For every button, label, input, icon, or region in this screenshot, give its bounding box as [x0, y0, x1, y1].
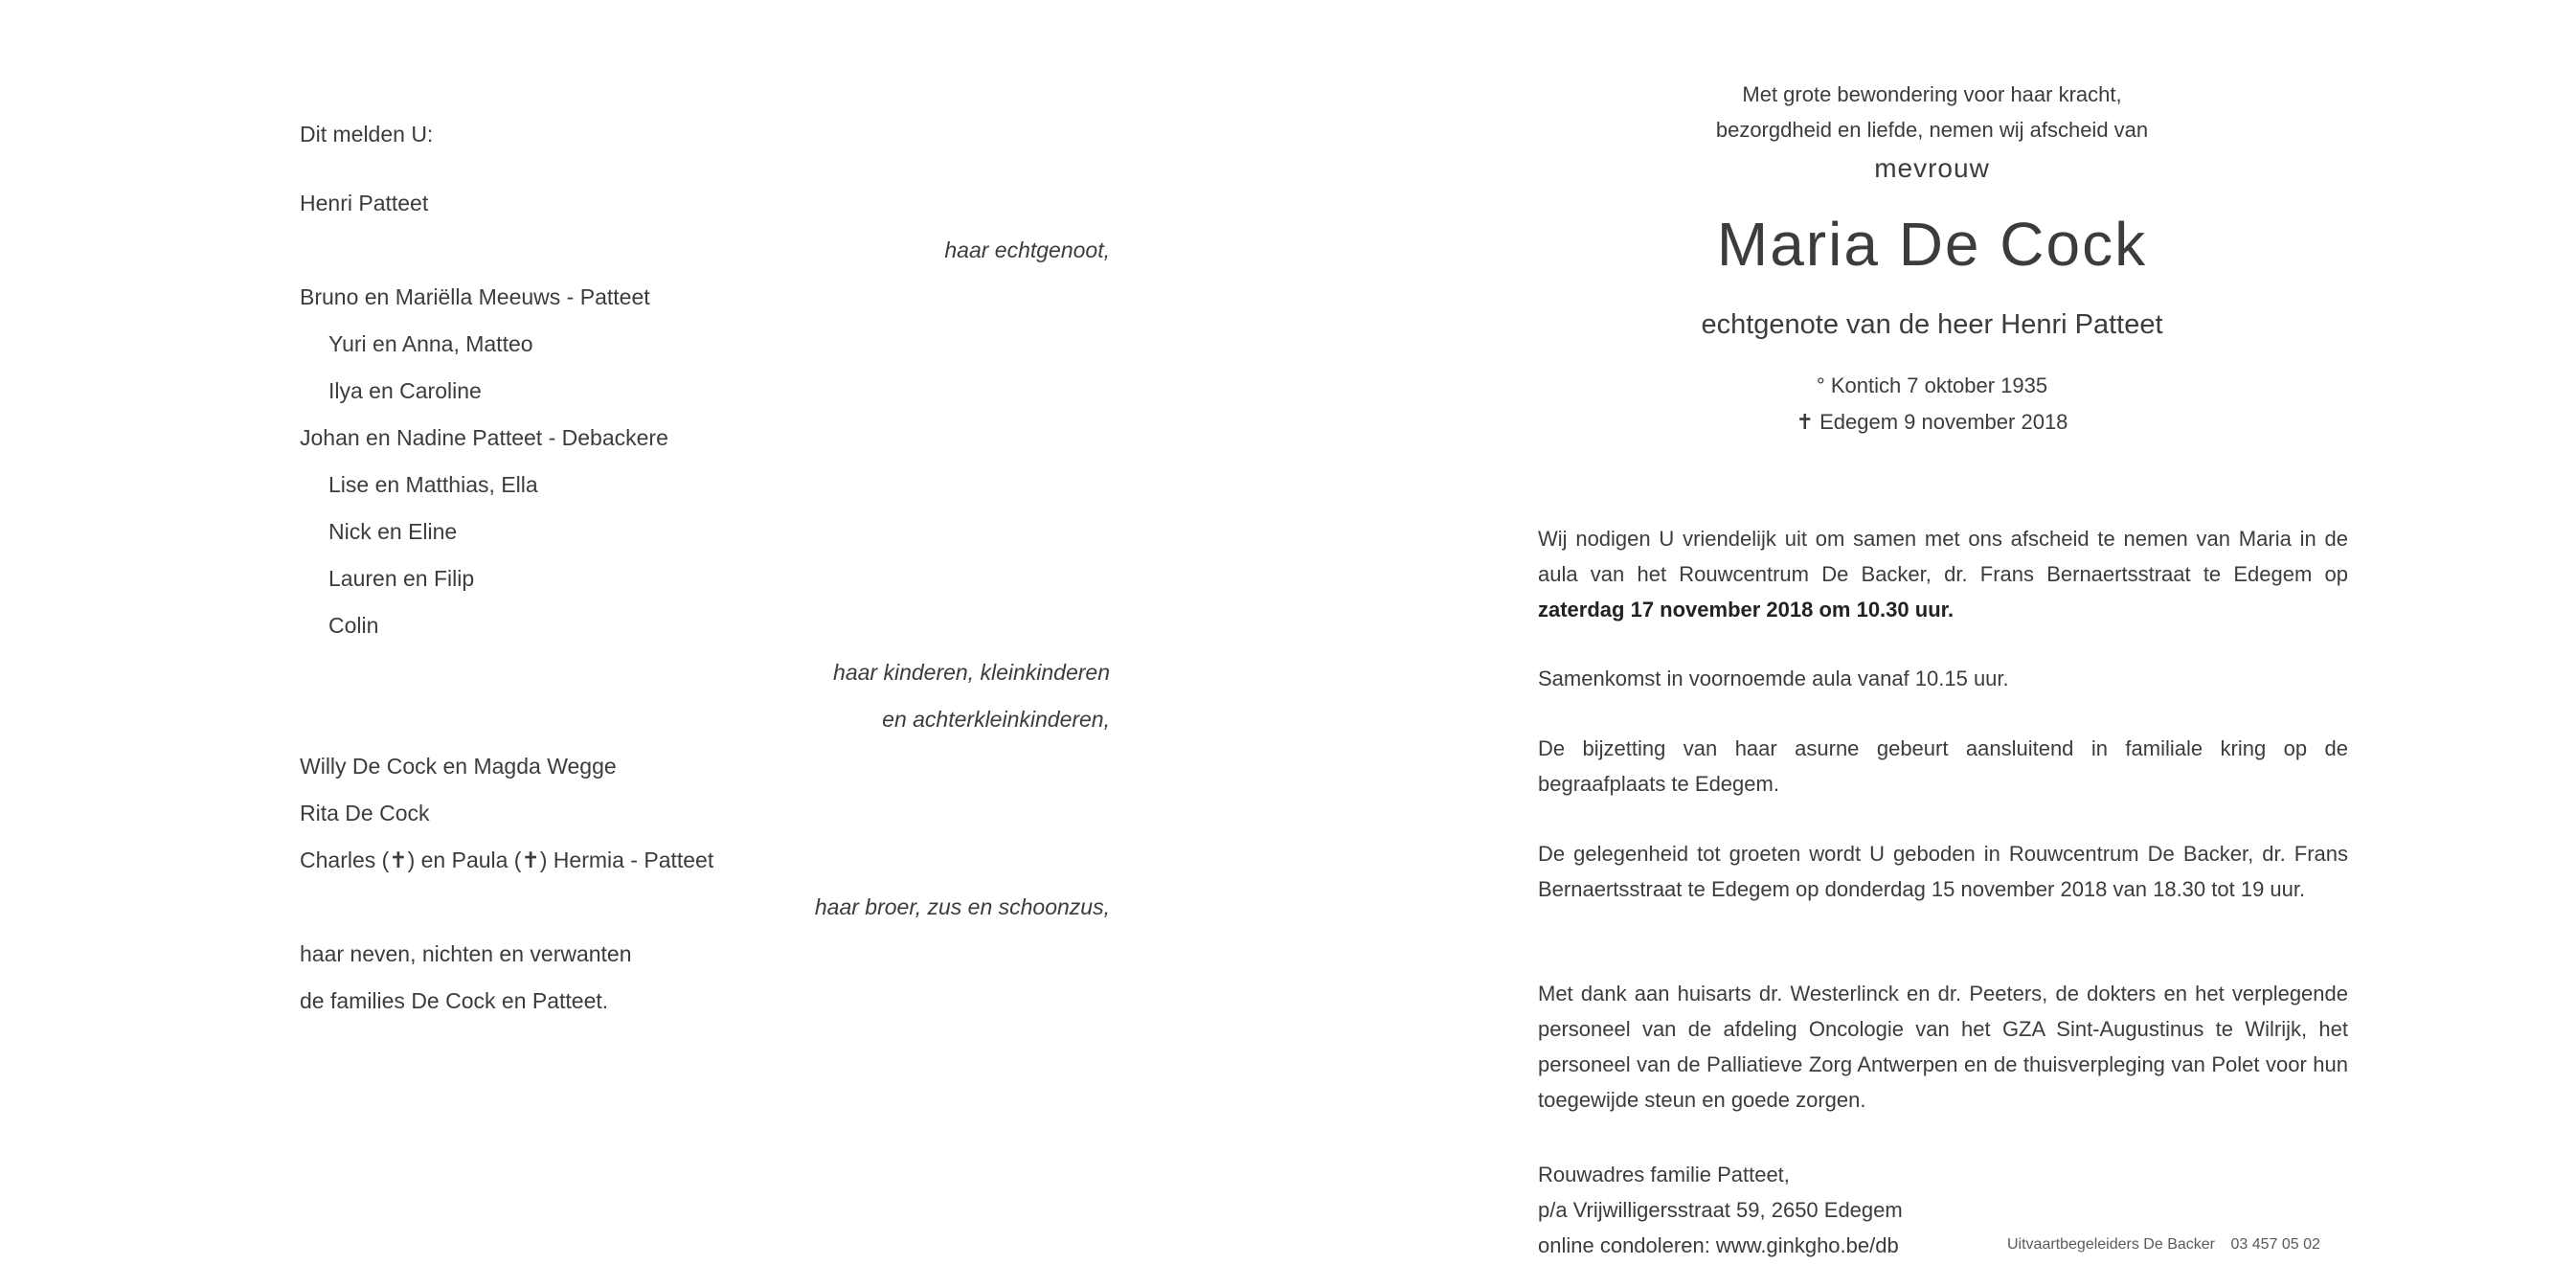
mourning-address — [1538, 1157, 1903, 1263]
family-entry: Willy De Cock en Magda Wegge — [300, 754, 617, 779]
death-date: ✝ Edegem 9 november 2018 — [1796, 410, 2068, 434]
gathering-text: Samenkomst in voornoemde aula vanaf 10.15 uur. — [1538, 667, 2009, 690]
family-entry: Rita De Cock — [300, 801, 430, 825]
relation-caption: haar echtgenoot, — [944, 237, 1110, 262]
ceremony-datetime: zaterdag 17 november 2018 om 10.30 uur. — [1538, 598, 1955, 621]
burial-paragraph — [1538, 731, 2348, 802]
family-entry: Johan en Nadine Patteet - Debackere — [300, 425, 668, 450]
family-entry: de families De Cock en Patteet. — [300, 988, 609, 1013]
condolence-link[interactable]: online condoleren: www.ginkgho.be/db — [1538, 1233, 1899, 1257]
family-entry: haar neven, nichten en verwanten — [300, 941, 632, 966]
family-entry: Lauren en Filip — [328, 566, 475, 591]
family-entry: Charles (✝) en Paula (✝) Hermia - Patteet — [300, 847, 714, 872]
visitation-text: De gelegenheid tot groeten wordt U geboden in Rouwcentrum De Backer, dr. Frans Bernaertsstraat te Edegem op donderdag 15 november 2018 van 18.30 tot 19 uur. — [1538, 842, 2348, 901]
family-entry: Colin — [328, 613, 379, 638]
burial-text: De bijzetting van haar asurne gebeurt aansluitend in familiale kring op de begraafplaats te Edegem. — [1538, 736, 2348, 796]
relation-caption: haar broer, zus en schoonzus, — [814, 894, 1110, 919]
relation-caption: haar kinderen, kleinkinderen — [833, 660, 1110, 685]
birth-date: ° Kontich 7 oktober 1935 — [1816, 373, 2048, 397]
life-dates — [1288, 368, 2576, 441]
address-line: p/a Vrijwilligersstraat 59, 2650 Edegem — [1538, 1198, 1903, 1222]
relation-caption: en achterkleinkinderen, — [882, 707, 1110, 732]
address-line: Rouwadres familie Patteet, — [1538, 1163, 1790, 1186]
funeral-home-credit — [2007, 1236, 2320, 1254]
family-entry: Yuri en Anna, Matteo — [328, 331, 533, 356]
right-page — [1288, 0, 2576, 1288]
family-entry: Bruno en Mariëlla Meeuws - Patteet — [300, 284, 650, 309]
deceased-name: Maria De Cock — [1716, 210, 2148, 279]
thanks-text: Met dank aan huisarts dr. Westerlinck en dr. Peeters, de dokters en het verplegende personeel van de afdeling Oncologie van het GZA Sint-Augustinus te Wilrijk, het personeel van de Palliatieve Zorg Antwerpen en de thuisverpleging van Polet voor hun toegewijde steun en goede zorgen. — [1538, 982, 2348, 1112]
invitation-paragraph — [1538, 521, 2348, 627]
intro-line: Met grote bewondering voor haar kracht, — [1742, 82, 2122, 106]
announcement-line: Dit melden U: — [300, 122, 434, 147]
intro-line: bezorgdheid en liefde, nemen wij afscheid van — [1715, 118, 2149, 142]
intro-text — [1288, 77, 2576, 147]
invitation-text: Wij nodigen U vriendelijk uit om samen met ons afscheid te nemen van Maria in de aula van het Rouwcentrum De Backer, dr. Frans Bernaertsstraat te Edegem op — [1538, 527, 2348, 586]
family-entry: Lise en Matthias, Ella — [328, 472, 538, 497]
family-entry: Nick en Eline — [328, 519, 458, 544]
gathering-paragraph — [1538, 661, 2348, 696]
funeral-home-name: Uitvaartbegeleiders De Backer — [2007, 1236, 2215, 1253]
spouse-line: echtgenote van de heer Henri Patteet — [1701, 309, 2163, 340]
visitation-paragraph — [1538, 836, 2348, 907]
title-word: mevrouw — [1874, 153, 1990, 183]
thanks-paragraph — [1538, 976, 2348, 1118]
family-entry-spouse: Henri Patteet — [300, 191, 429, 215]
family-entry: Ilya en Caroline — [328, 378, 482, 403]
funeral-home-phone: 03 457 05 02 — [2230, 1236, 2320, 1253]
